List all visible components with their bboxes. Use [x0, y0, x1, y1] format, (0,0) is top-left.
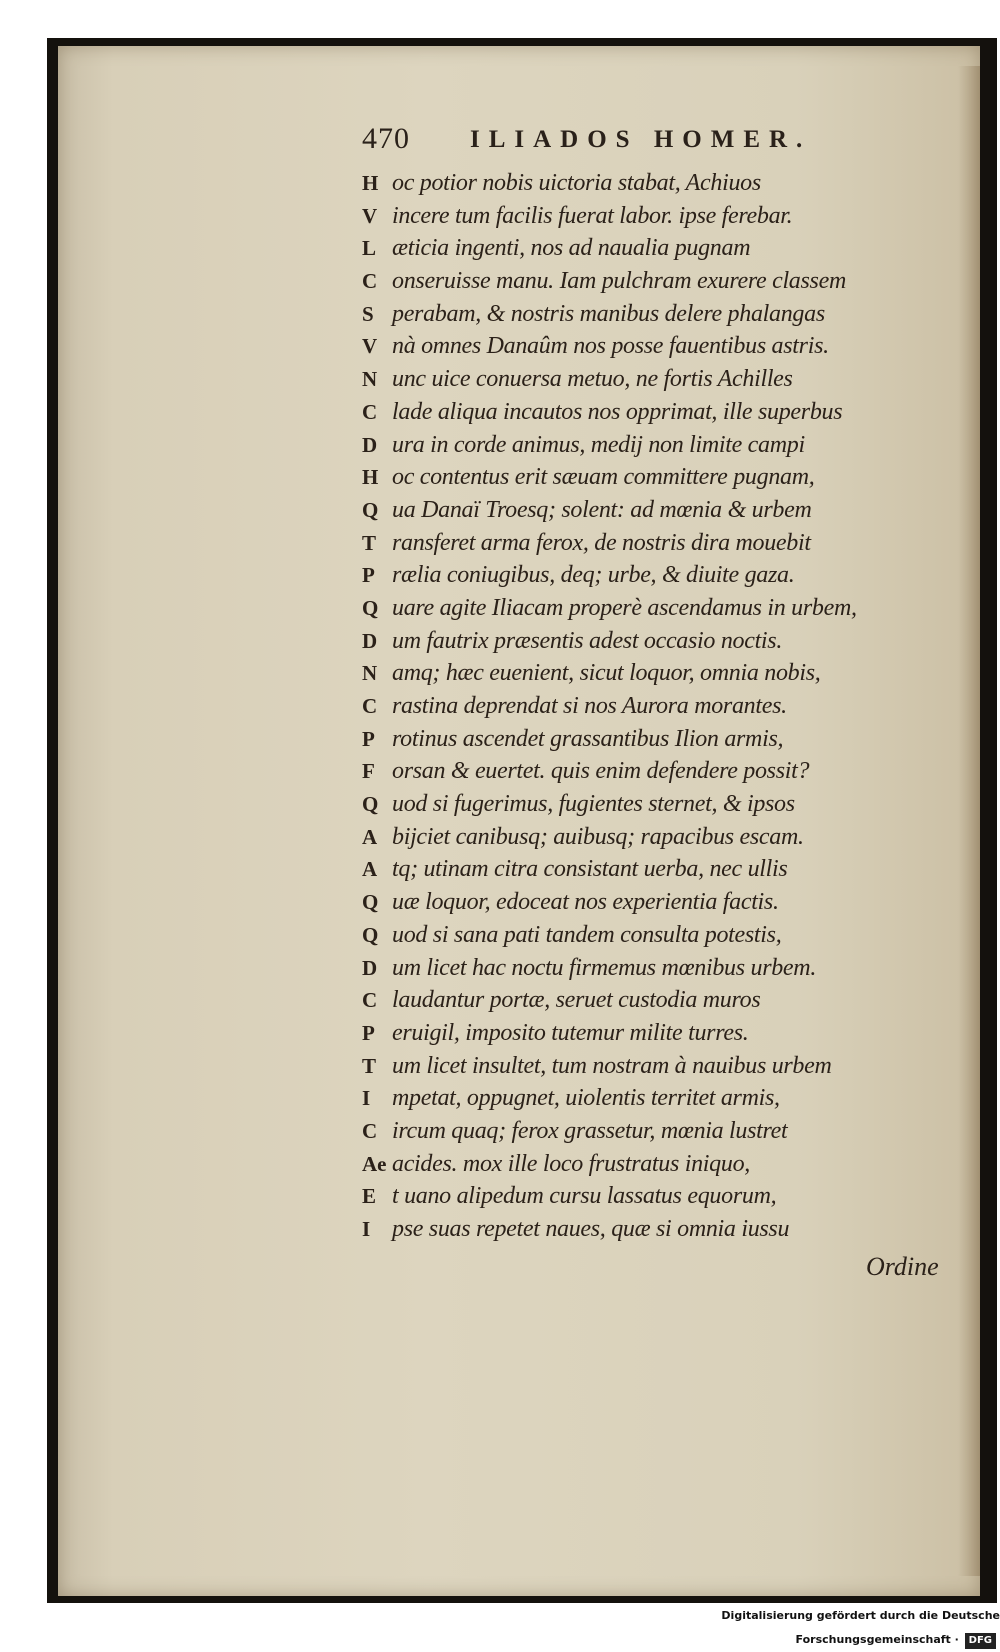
verse-line [362, 363, 862, 396]
verse-line [362, 723, 862, 756]
verse-line [362, 821, 862, 854]
verse-line [362, 984, 862, 1017]
acrostic-initial: Q [362, 890, 379, 915]
verse-line [362, 396, 862, 429]
verse-text: rotinus ascendet grassantibus Ilion armis, [392, 725, 784, 752]
verse-text: uare agite Iliacam properè ascendamus in urbem, [392, 594, 857, 621]
verse-text: um licet insultet, tum nostram à nauibus urbem [392, 1052, 832, 1079]
acrostic-initial: C [362, 269, 378, 294]
acrostic-initial: N [362, 367, 378, 392]
verse-text: eruigil, imposito tutemur milite turres. [392, 1019, 749, 1046]
acrostic-initial: H [362, 465, 379, 490]
acrostic-initial: Q [362, 497, 379, 522]
verse-text-block [362, 167, 862, 1246]
verse-line [362, 461, 862, 494]
acrostic-initial: Q [362, 595, 379, 620]
verse-text: orsan & euertet. quis enim defendere possit? [392, 758, 810, 785]
acrostic-initial: I [362, 1086, 371, 1111]
acrostic-initial: S [362, 301, 374, 326]
acrostic-initial: P [362, 563, 375, 588]
credit-text: Digitalisierung gefördert durch die Deutsche Forschungsgemeinschaft [721, 1609, 1000, 1646]
verse-line [362, 1115, 862, 1148]
verse-text: oc potior nobis uictoria stabat, Achiuos [392, 170, 761, 196]
verse-text: unc uice conuersa metuo, ne fortis Achilles [392, 366, 793, 393]
acrostic-initial: I [362, 1217, 371, 1241]
verse-line [362, 1213, 862, 1246]
acrostic-initial: H [362, 171, 379, 195]
verse-text: pse suas repetet naues, quæ si omnia iussu [392, 1216, 790, 1242]
verse-text: mpetat, oppugnet, uiolentis territet armis, [392, 1085, 780, 1112]
verse-line [362, 1082, 862, 1115]
verse-line [362, 853, 862, 886]
verse-text: nà omnes Danaûm nos posse fauentibus astris. [392, 333, 829, 360]
verse-line [362, 559, 862, 592]
verse-line [362, 1180, 862, 1213]
verse-text: rælia coniugibus, deq; urbe, & diuite gaza. [392, 562, 795, 589]
verse-line [362, 200, 862, 233]
verse-line [362, 657, 862, 690]
acrostic-initial: C [362, 1118, 378, 1143]
verse-line [362, 952, 862, 985]
verse-line [362, 919, 862, 952]
verse-text: ua Danaï Troesq; solent: ad mœnia & urbem [392, 496, 812, 523]
verse-text: laudantur portæ, seruet custodia muros [392, 987, 761, 1014]
verse-text: amq; hæc euenient, sicut loquor, omnia nobis, [392, 660, 821, 687]
verse-text: ura in corde animus, medij non limite campi [392, 431, 805, 458]
verse-line [362, 232, 862, 265]
verse-text: rastina deprendat si nos Aurora morantes. [392, 693, 787, 719]
verse-line [362, 429, 862, 462]
verse-line [362, 592, 862, 625]
acrostic-initial: T [362, 1053, 377, 1078]
verse-text: um fautrix præsentis adest occasio noctis. [392, 627, 783, 654]
verse-text: uod si sana pati tandem consulta potestis, [392, 921, 782, 948]
acrostic-initial: P [362, 726, 375, 751]
acrostic-initial: D [362, 432, 378, 457]
verse-line [362, 690, 862, 723]
verse-text: uod si fugerimus, fugientes sternet, & ipsos [392, 791, 795, 818]
acrostic-initial: E [362, 1184, 377, 1209]
acrostic-initial: V [362, 334, 378, 359]
verse-line [362, 886, 862, 919]
digitization-credit: Digitalisierung gefördert durch die Deutsche Forschungsgemeinschaft · DFG [600, 1604, 1000, 1628]
acrostic-initial: A [362, 857, 378, 882]
verse-line [362, 330, 862, 363]
verse-text: bijciet canibusq; auibusq; rapacibus escam. [392, 823, 804, 850]
verse-text: tq; utinam citra consistant uerba, nec ullis [392, 856, 788, 883]
verse-line [362, 1050, 862, 1083]
verse-line [362, 1017, 862, 1050]
verse-text: ircum quaq; ferox grassetur, mœnia lustret [392, 1117, 788, 1144]
verse-line [362, 1148, 862, 1181]
acrostic-initial: C [362, 694, 378, 718]
verse-text: onseruisse manu. Iam pulchram exurere classem [392, 268, 846, 295]
dfg-logo: DFG [965, 1633, 996, 1649]
acrostic-initial: D [362, 955, 378, 980]
verse-text: uæ loquor, edoceat nos experientia factis. [392, 889, 779, 916]
acrostic-initial: T [362, 530, 377, 555]
verse-text: oc contentus erit sæuam committere pugnam, [392, 464, 815, 491]
verse-text: ransferet arma ferox, de nostris dira mouebit [392, 529, 811, 556]
acrostic-initial: A [362, 824, 378, 849]
acrostic-initial: C [362, 988, 378, 1013]
verse-text: t uano alipedum cursu lassatus equorum, [392, 1183, 777, 1210]
acrostic-initial: L [362, 236, 377, 261]
running-title: ILIADOS HOMER. [470, 126, 812, 153]
page-number: 470 [362, 122, 410, 155]
acrostic-initial: D [362, 628, 378, 653]
verse-line [362, 755, 862, 788]
catchword: Ordine [866, 1252, 939, 1281]
acrostic-initial: N [362, 661, 378, 686]
verse-line [362, 298, 862, 331]
verse-text: perabam, & nostris manibus delere phalangas [392, 300, 825, 327]
verse-line [362, 167, 862, 200]
verse-text: acides. mox ille loco frustratus iniquo, [392, 1150, 750, 1177]
verse-text: æticia ingenti, nos ad naualia pugnam [392, 235, 751, 262]
verse-line [362, 625, 862, 658]
verse-text: um licet hac noctu firmemus mœnibus urbem. [392, 954, 817, 981]
verse-text: incere tum facilis fuerat labor. ipse ferebar. [392, 202, 793, 229]
acrostic-initial: V [362, 203, 378, 228]
acrostic-initial: Ae [362, 1151, 387, 1176]
acrostic-initial: Q [362, 792, 379, 817]
verse-line [362, 788, 862, 821]
verse-line [362, 265, 862, 298]
acrostic-initial: P [362, 1020, 375, 1045]
acrostic-initial: F [362, 759, 375, 784]
verse-line [362, 527, 862, 560]
page-header [362, 122, 842, 162]
verse-line [362, 494, 862, 527]
page-edge-shadow [958, 66, 980, 1576]
acrostic-initial: Q [362, 922, 379, 947]
acrostic-initial: C [362, 399, 378, 424]
verse-text: lade aliqua incautos nos opprimat, ille superbus [392, 398, 843, 425]
